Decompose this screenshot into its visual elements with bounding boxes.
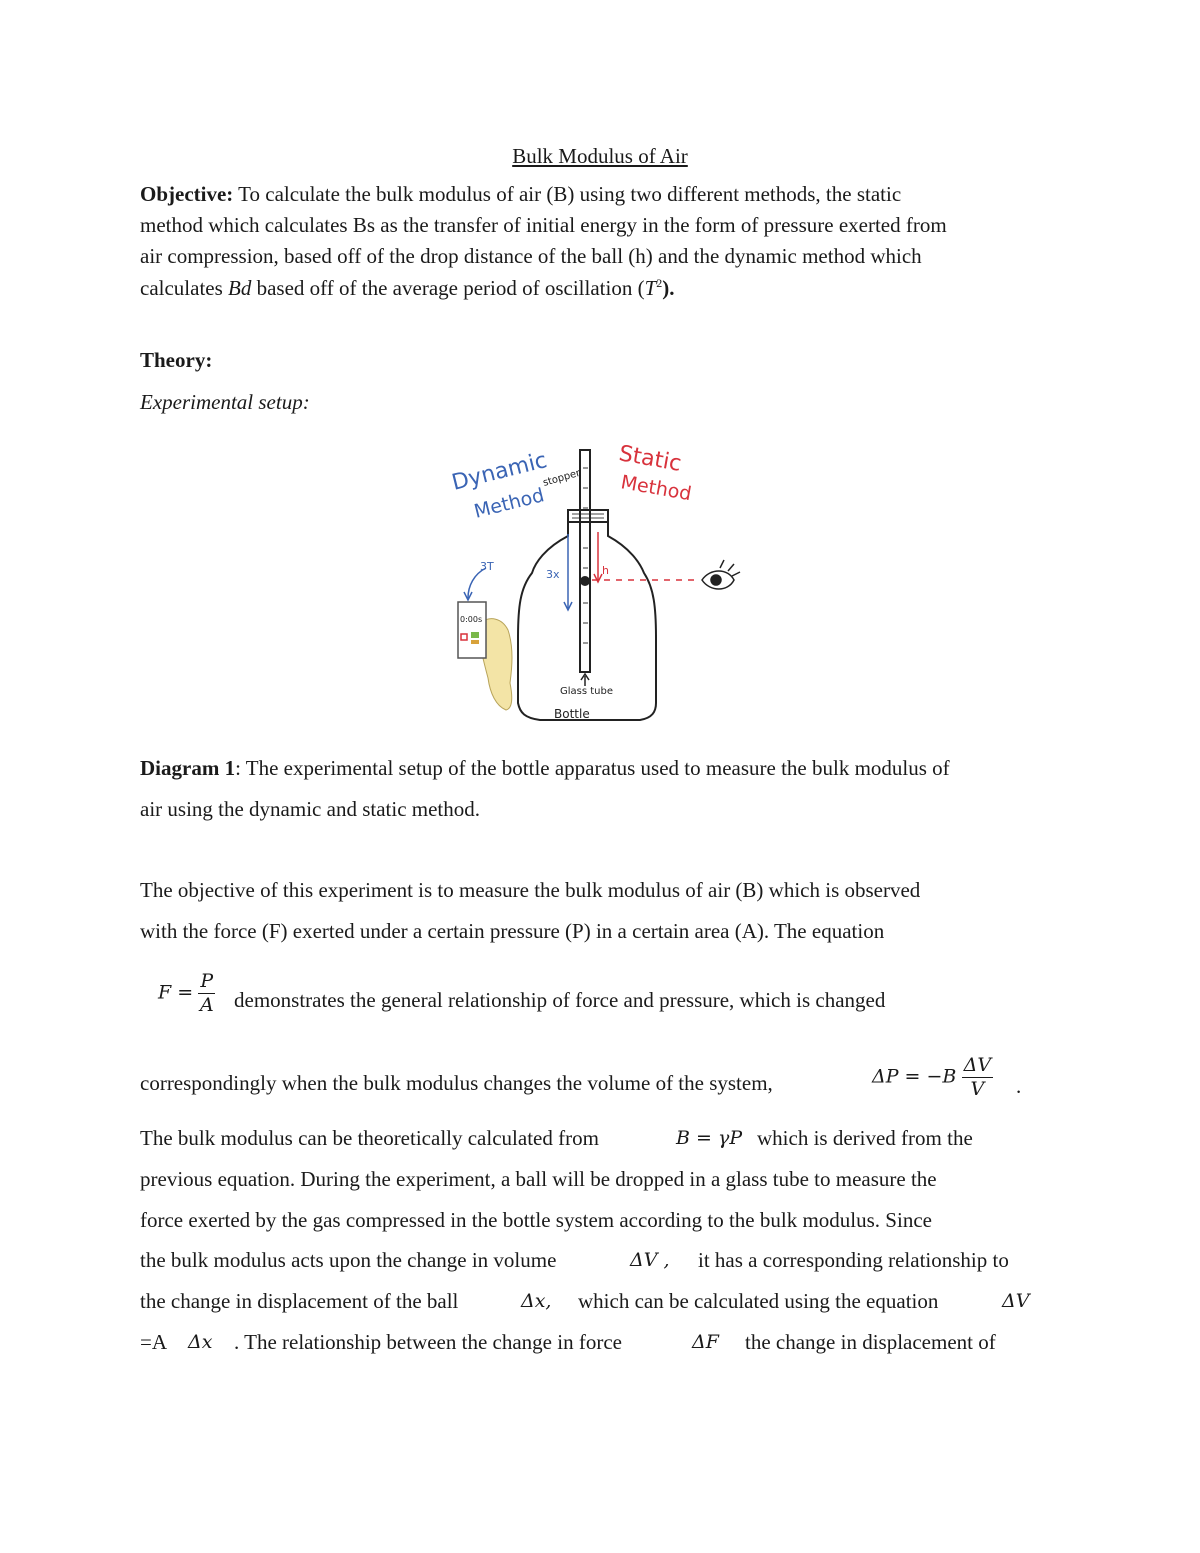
body-line-6: previous equation. During the experiment, a ball will be dropped in a glass tube to measure the	[140, 1167, 937, 1191]
three-t-label: 3T	[480, 560, 494, 573]
diagram-caption-line-1: Diagram 1: The experimental setup of the bottle apparatus used to measure the bulk modulus of	[140, 756, 950, 780]
body-line-8a: the bulk modulus acts upon the change in volume	[140, 1248, 557, 1272]
eye-icon	[702, 560, 740, 589]
static-label: Static	[616, 441, 684, 477]
objective-line-3: air compression, based off of the drop distance of the ball (h) and the dynamic method which	[140, 244, 922, 268]
diagram-caption-label: Diagram 1	[140, 756, 236, 780]
glass-tube	[580, 450, 590, 672]
equation-gamma-p: B = γP	[676, 1127, 743, 1149]
objective-line-2: method which calculates Bs as the transfer of initial energy in the form of pressure exerted from	[140, 213, 947, 237]
body-line-4: correspondingly when the bulk modulus changes the volume of the system,	[140, 1071, 773, 1095]
timer-label: 0:00s	[460, 615, 483, 624]
objective-line-1: Objective: To calculate the bulk modulus of air (B) using two different methods, the static	[140, 182, 902, 206]
stopper-label: stopper	[541, 467, 582, 489]
equation-bulk-modulus: ΔP = −B $\frac{\Delta V}{V}$	[872, 1054, 992, 1100]
equation-delta-v: ΔV ,	[630, 1249, 670, 1271]
body-line-10a: =A	[140, 1330, 168, 1354]
bottle-label: Bottle	[554, 707, 590, 721]
method-left-label: Method	[471, 484, 547, 523]
objective-label: Objective:	[140, 182, 234, 206]
equation-delta-f: ΔF	[692, 1331, 719, 1353]
objective-line-4: calculates Bd based off of the average period of oscillation $(T^2)$.	[140, 276, 675, 300]
equation-end-period: .	[1016, 1074, 1022, 1098]
theory-heading: Theory:	[140, 348, 213, 372]
setup-subheading: Experimental setup:	[140, 390, 310, 414]
stopwatch	[458, 602, 486, 658]
body-line-3: demonstrates the general relationship of force and pressure, which is changed	[234, 988, 886, 1012]
equation-delta-x: Δx,	[521, 1290, 552, 1312]
h-label: h	[602, 564, 609, 577]
dynamic-label: Dynamic	[449, 448, 550, 496]
equation-delta-v-2: ΔV	[1002, 1290, 1030, 1312]
body-line-1: The objective of this experiment is to measure the bulk modulus of air (B) which is observed	[140, 878, 921, 902]
equation-force-pressure: F = $\frac{P}{A}$	[158, 970, 214, 1016]
ball	[580, 576, 590, 586]
body-line-7: force exerted by the gas compressed in the bottle system according to the bulk modulus. Since	[140, 1208, 932, 1232]
body-line-5b: which is derived from the	[757, 1126, 973, 1150]
experimental-setup-diagram	[440, 438, 760, 728]
stopper	[568, 510, 608, 522]
method-right-label: Method	[619, 471, 694, 506]
body-line-10b: . The relationship between the change in force	[234, 1330, 622, 1354]
glass-tube-label: Glass tube	[560, 686, 614, 697]
body-line-9a: the change in displacement of the ball	[140, 1289, 459, 1313]
body-line-10c: the change in displacement of	[745, 1330, 996, 1354]
page-title: Bulk Modulus of Air	[512, 144, 688, 168]
three-x-label: 3x	[546, 568, 560, 581]
diagram-caption-line-2: air using the dynamic and static method.	[140, 797, 480, 821]
equation-delta-x-2: Δx	[188, 1331, 213, 1353]
body-line-2: with the force (F) exerted under a certain pressure (P) in a certain area (A). The equation	[140, 919, 885, 943]
body-line-8b: it has a corresponding relationship to	[698, 1248, 1009, 1272]
body-line-9b: which can be calculated using the equation	[578, 1289, 939, 1313]
body-line-5a: The bulk modulus can be theoretically calculated from	[140, 1126, 599, 1150]
